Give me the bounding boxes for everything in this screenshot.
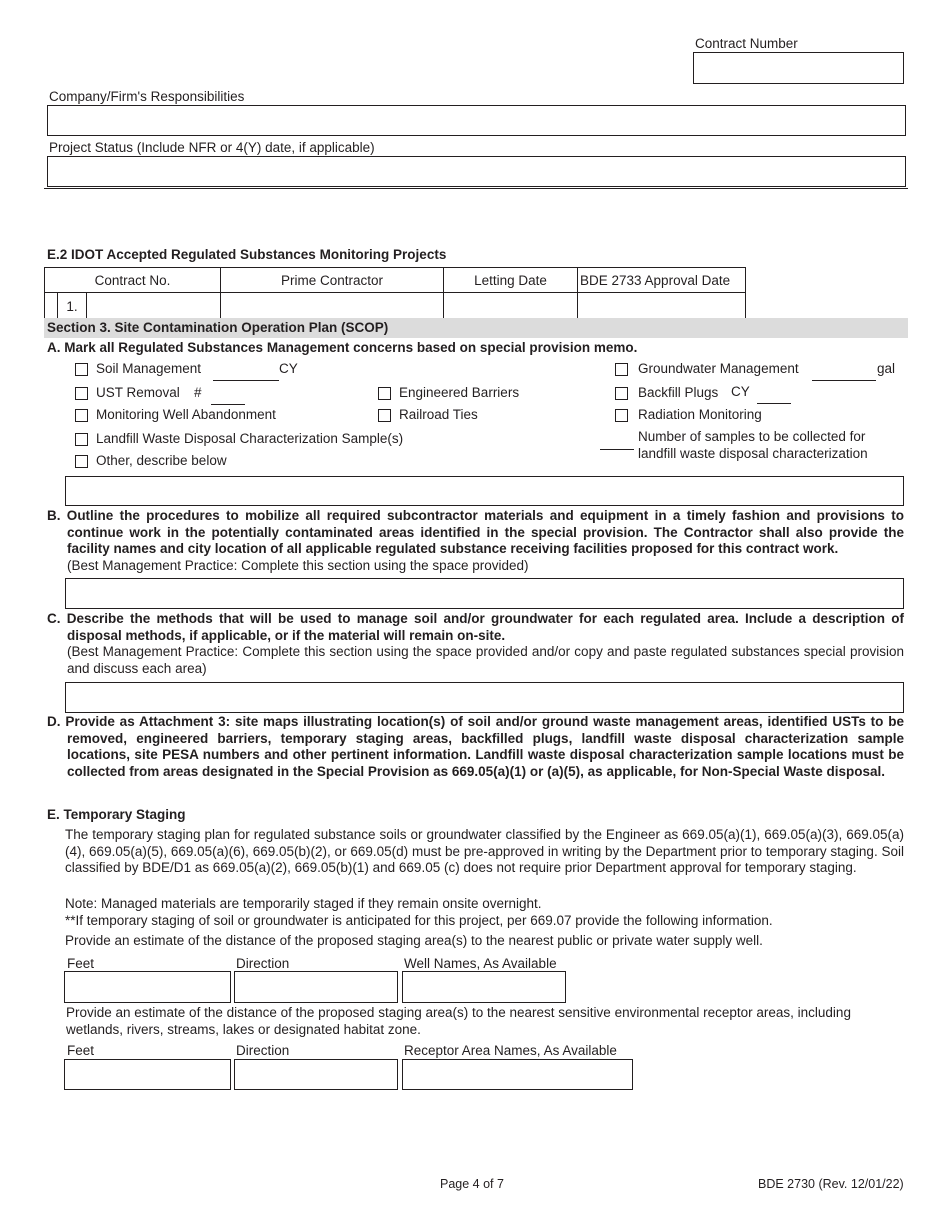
landfill-samples-label: Landfill Waste Disposal Characterization Sample(s) [96, 431, 404, 446]
section-e-paragraph: The temporary staging plan for regulated substance soils or groundwater classified by the Engineer as 669.05(a)(1), 669.05(a)(3), 669.05(a)(4), 669.05(a)(5), 669.05(a)(6), 669.05(b)(2), or 669.05(d) must be pre-approved in writing by the Department prior to temporary staging. Soil classified by BDE/D1 as 669.05(a)(2), 669.05(b)(1) and 669.05 (c) does not require prior Department approval for temporary staging. [65, 827, 904, 876]
groundwater-unit: gal [877, 361, 896, 376]
section-d-text: D. Provide as Attachment 3: site maps illustrating location(s) of soil and/or ground waste management areas, identified USTs to be removed, engineered barriers, temporary staging areas, backfilled plugs, landfill waste disposal characterization sample locations, site PESA numbers and other pertinent information. Landfill waste disposal characterization sample locations must be collected from areas designated in the Special Provision as 669.05(a)(1) or (a)(5), as applicable, for Non-Special Waste disposal. [47, 714, 904, 779]
section-c-bmp: (Best Management Practice: Complete this section using the space provided and/or copy and paste regulated substances special provision and discuss each area) [67, 644, 904, 676]
railroad-ties-checkbox[interactable] [378, 409, 391, 422]
section-b-bmp: (Best Management Practice: Complete this section using the space provided) [67, 558, 529, 573]
landfill-samples-checkbox[interactable] [75, 433, 88, 446]
receptor-distance-prompt: Provide an estimate of the distance of the proposed staging area(s) to the nearest sensitive environmental receptor areas, including wetlands, rivers, streams, lakes or designated habitat zone. [66, 1005, 851, 1037]
divider [44, 188, 908, 189]
section-e-note2: **If temporary staging of soil or groundwater is anticipated for this project, per 669.07 provide the following information. [65, 913, 773, 928]
receptor-direction-label: Direction [236, 1043, 290, 1058]
groundwater-amount[interactable] [812, 380, 876, 381]
section-b-field[interactable] [65, 578, 904, 609]
ust-removal-label: UST Removal [96, 385, 180, 400]
e2-col-contract-no: Contract No. [45, 268, 221, 293]
section-e-note: Note: Managed materials are temporarily staged if they remain onsite overnight. [65, 896, 542, 911]
soil-management-label: Soil Management [96, 361, 202, 376]
contract-number-field[interactable] [693, 52, 904, 84]
groundwater-management-label: Groundwater Management [638, 361, 799, 376]
receptor-feet-field[interactable] [64, 1059, 231, 1090]
e2-letting-date-cell[interactable] [444, 293, 578, 321]
receptor-names-label: Receptor Area Names, As Available [404, 1043, 617, 1058]
backfill-plugs-checkbox[interactable] [615, 387, 628, 400]
monitoring-well-label: Monitoring Well Abandonment [96, 407, 276, 422]
radiation-monitoring-label: Radiation Monitoring [638, 407, 762, 422]
monitoring-well-checkbox[interactable] [75, 409, 88, 422]
samples-count-field[interactable] [600, 449, 634, 450]
well-feet-field[interactable] [64, 971, 231, 1003]
section-e-heading: E. Temporary Staging [47, 807, 186, 822]
e2-col-approval-date: BDE 2733 Approval Date [578, 268, 746, 293]
e2-prime-contractor-cell[interactable] [221, 293, 444, 321]
backfill-unit: CY [731, 384, 750, 399]
groundwater-management-checkbox[interactable] [615, 363, 628, 376]
form-id: BDE 2730 (Rev. 12/01/22) [758, 1177, 904, 1191]
other-label: Other, describe below [96, 453, 227, 468]
samples-note-line2: landfill waste disposal characterization [638, 446, 868, 461]
well-names-label: Well Names, As Available [404, 956, 557, 971]
contract-number-label: Contract Number [695, 36, 798, 51]
e2-row-number: 1. [58, 293, 87, 320]
receptor-names-field[interactable] [402, 1059, 633, 1090]
well-names-field[interactable] [402, 971, 566, 1003]
engineered-barriers-checkbox[interactable] [378, 387, 391, 400]
backfill-plugs-amount[interactable] [757, 403, 791, 404]
other-checkbox[interactable] [75, 455, 88, 468]
e2-col-letting-date: Letting Date [444, 268, 578, 293]
soil-management-checkbox[interactable] [75, 363, 88, 376]
samples-note-line1: Number of samples to be collected for [638, 429, 866, 444]
project-status-label: Project Status (Include NFR or 4(Y) date, if applicable) [49, 140, 375, 155]
e2-approval-date-cell[interactable] [578, 293, 746, 321]
well-direction-field[interactable] [234, 971, 398, 1003]
page-number: Page 4 of 7 [440, 1177, 504, 1191]
e2-table [44, 267, 746, 321]
railroad-ties-label: Railroad Ties [399, 407, 478, 422]
soil-management-amount[interactable] [213, 380, 279, 381]
section-b-text: B. Outline the procedures to mobilize all required subcontractor materials and equipment in a timely fashion and provisions to continue work in the potentially contaminated areas identified in the special provision. The Contractor shall also provide the facility names and city location of all applicable regulated substance receiving facilities proposed for this contract work. [47, 508, 904, 557]
radiation-monitoring-checkbox[interactable] [615, 409, 628, 422]
soil-unit: CY [279, 361, 298, 376]
well-direction-label: Direction [236, 956, 290, 971]
backfill-plugs-label: Backfill Plugs [638, 385, 719, 400]
section-c-field[interactable] [65, 682, 904, 713]
e2-title: E.2 IDOT Accepted Regulated Substances Monitoring Projects [47, 247, 447, 262]
engineered-barriers-label: Engineered Barriers [399, 385, 520, 400]
section-a-heading: A. Mark all Regulated Substances Management concerns based on special provision memo. [47, 340, 638, 355]
receptor-direction-field[interactable] [234, 1059, 398, 1090]
e2-col-prime-contractor: Prime Contractor [221, 268, 444, 293]
section3-title: Section 3. Site Contamination Operation Plan (SCOP) [47, 320, 389, 335]
receptor-feet-label: Feet [67, 1043, 95, 1058]
ust-removal-count[interactable] [211, 404, 245, 405]
well-feet-label: Feet [67, 956, 95, 971]
company-responsibilities-field[interactable] [47, 105, 906, 136]
company-responsibilities-label: Company/Firm's Responsibilities [49, 89, 245, 104]
ust-removal-checkbox[interactable] [75, 387, 88, 400]
ust-hash: # [194, 385, 202, 400]
other-description-field[interactable] [65, 476, 904, 506]
project-status-field[interactable] [47, 156, 906, 187]
well-distance-prompt: Provide an estimate of the distance of the proposed staging area(s) to the nearest public or private water supply well. [65, 933, 763, 948]
section-c-text: C. Describe the methods that will be used to manage soil and/or groundwater for each regulated area. Include a description of disposal methods, if applicable, or if the material will remain on-site. [47, 611, 904, 643]
e2-contract-no-cell[interactable] [87, 293, 220, 320]
